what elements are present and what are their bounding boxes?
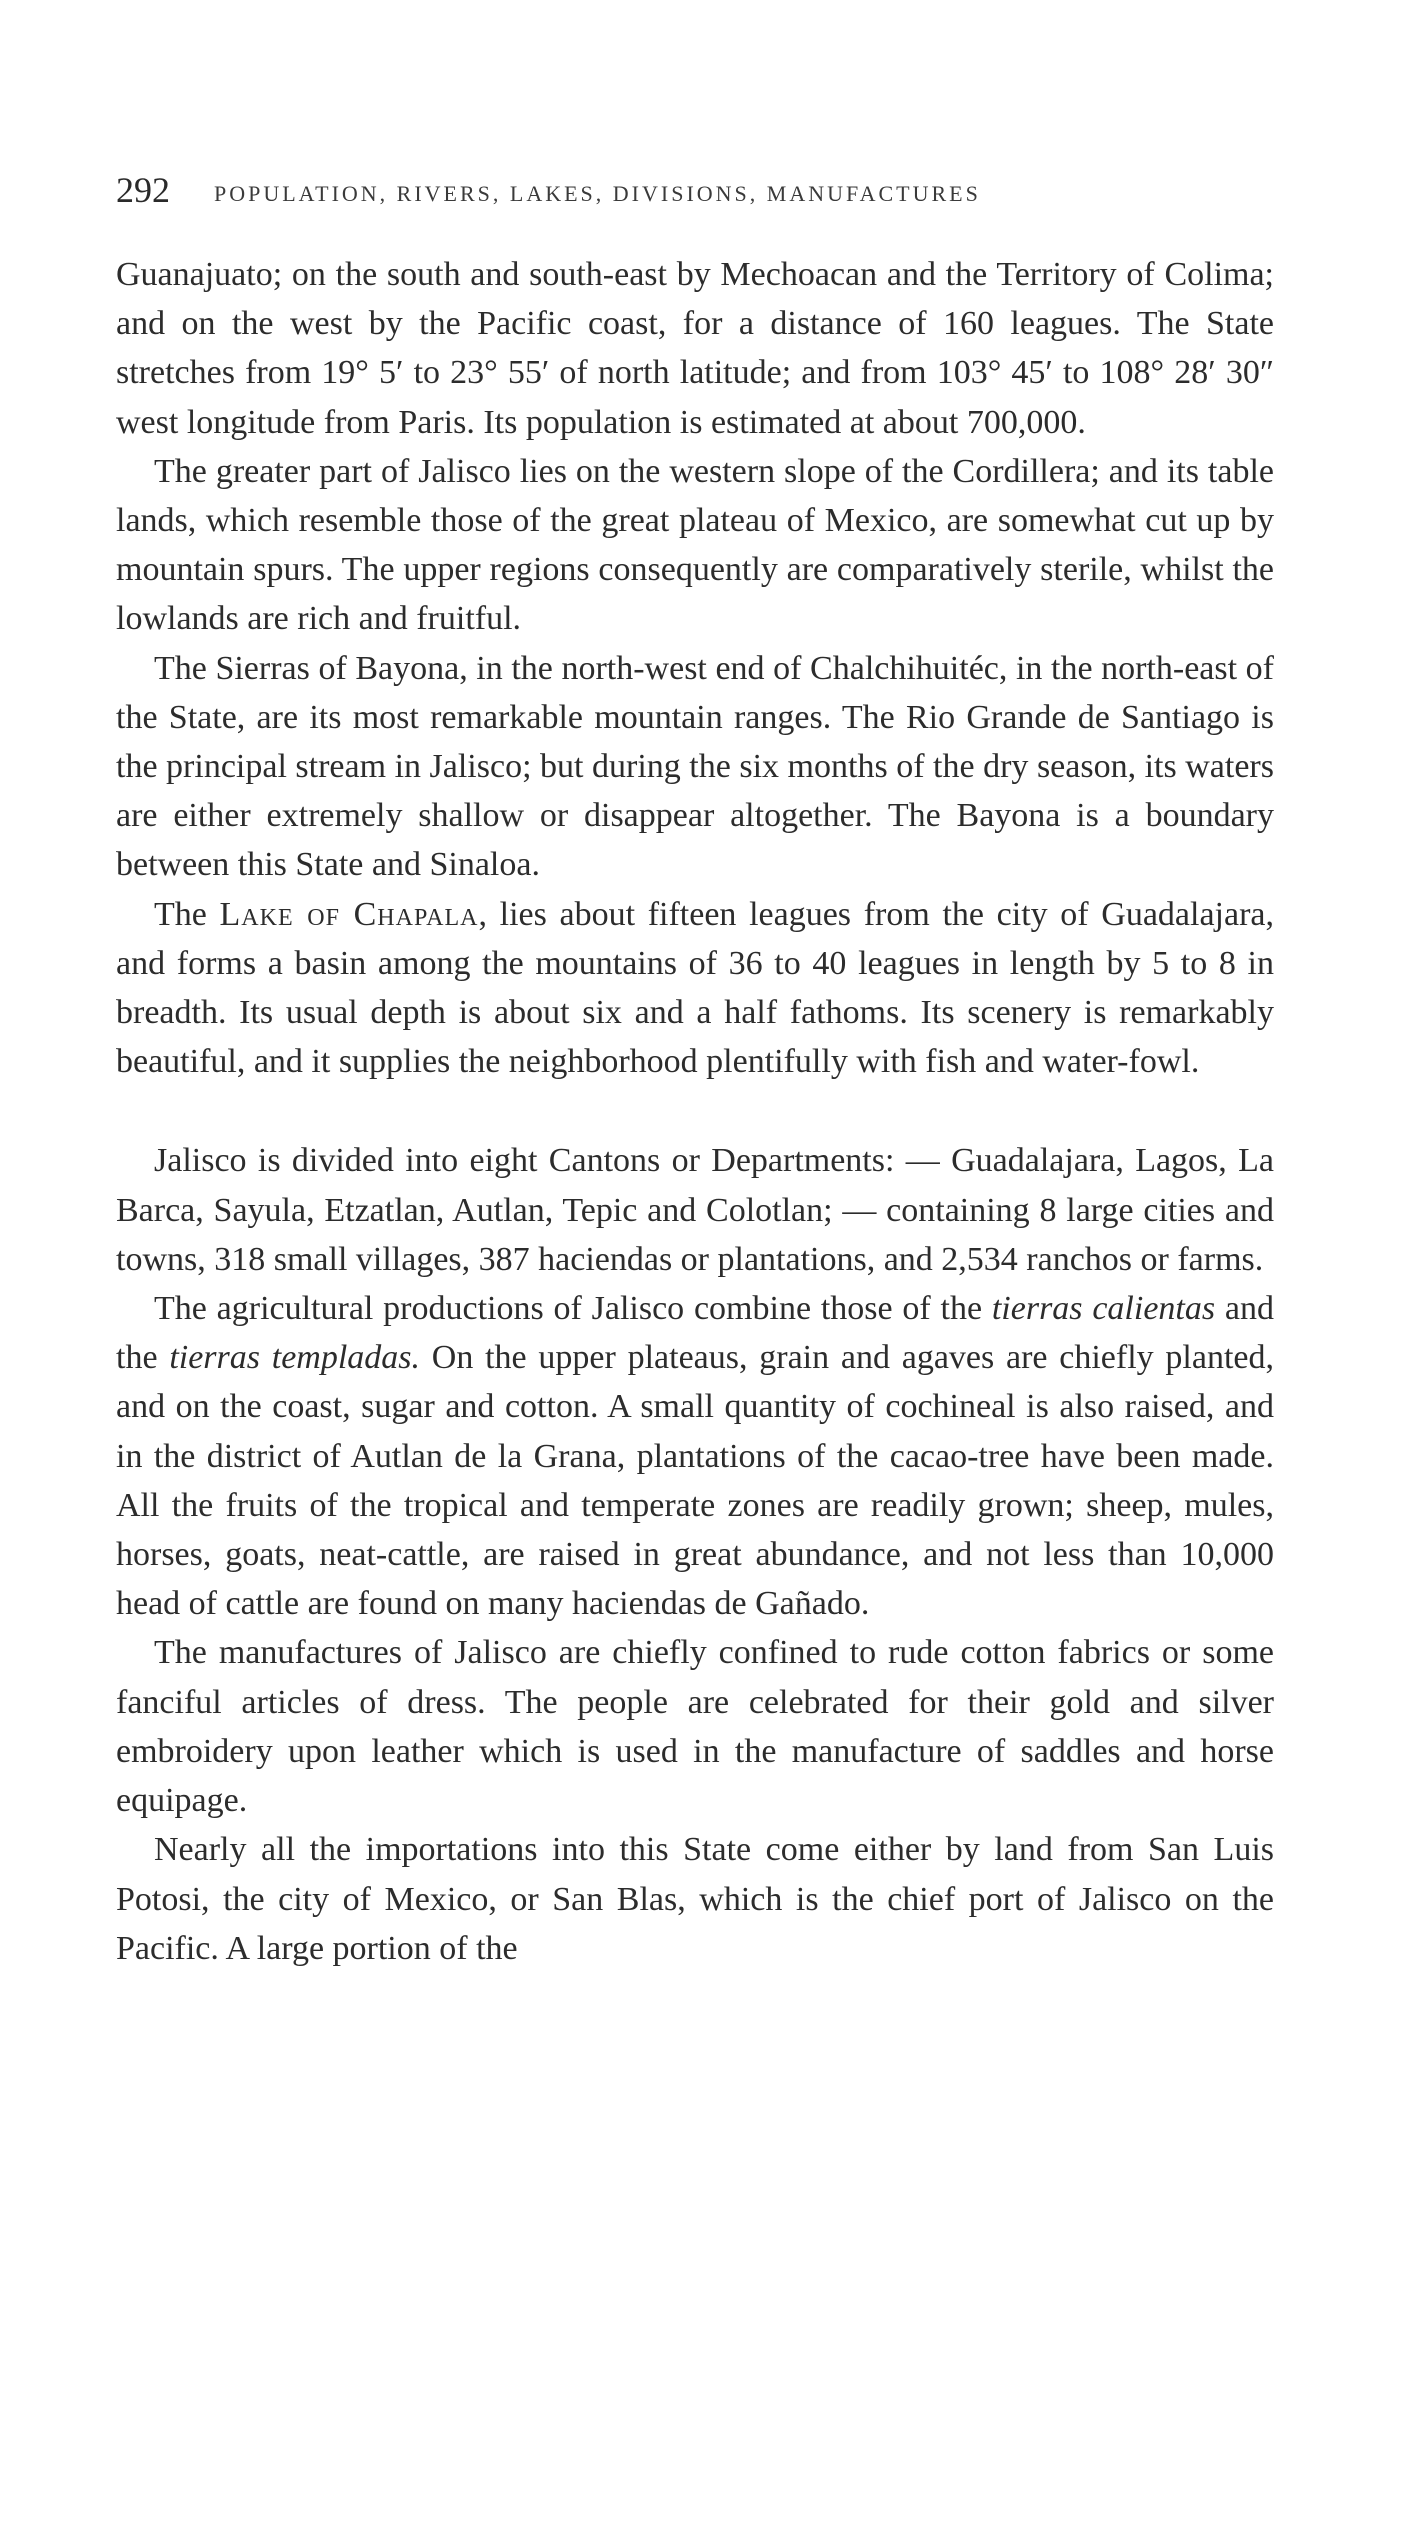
paragraph-table-lands: The greater part of Jalisco lies on the western slope of the Cordillera; and its table lands, which resemble those of the great plateau of Mexico, are somewhat cut up by mountain spurs. The upper regions consequently are comparatively sterile, whilst the lowlands are rich and fruitful. (116, 452, 1274, 638)
agriculture-lead-text: The agricultural productions of Jalisco combine those of the (154, 1290, 992, 1328)
lake-name: Lake of Chapala (219, 895, 479, 933)
section-gap (116, 1086, 1274, 1136)
term-tierras-templadas: tierras templadas. (169, 1339, 421, 1377)
paragraph-state-boundaries: Guanajuato; on the south and south-east by Mechoacan and the Territory of Colima; and on the west by the Pacific coast, for a distance of 160 leagues. The State stretches from 19° 5′ to 23° 55′ of north latitude; and from 103° 45′ to 108° 28′ 30″ west longitude from Paris. Its population is estimated at about 700,000. (116, 256, 1274, 441)
body-text (116, 250, 1274, 1973)
running-head (116, 170, 1276, 220)
page-number: 292 (116, 170, 170, 210)
lake-rest-text: , lies about fifteen leagues from the city of Guadalajara, and forms a basin among the mountains of 36 to 40 leagues in length by 5 to 8 in breadth. Its usual depth is about six and a half fathoms. Its scenery is remarkably beautiful, and it supplies the neighborhood plentifully with fish and water-fowl. (116, 895, 1275, 1081)
paragraph-cantons: Jalisco is divided into eight Cantons or Departments: — Guadalajara, Lagos, La Barca, Sayula, Etzatlan, Autlan, Tepic and Colotlan; — containing 8 large cities and towns, 318 small villages, 387 haciendas or plantations, and 2,534 ranchos or farms. (116, 1142, 1274, 1278)
term-tierras-calientas: tierras calientas (991, 1290, 1216, 1328)
agriculture-rest-text: On the upper plateaus, grain and agaves are chiefly planted, and on the coast, sugar and cotton. A small quantity of cochineal is also raised, and in the district of Autlan de la Grana, plantations of the cacao-tree have been made. All the fruits of the tropical and temperate zones are readily grown; sheep, mules, horses, goats, neat-cattle, are raised in great abundance, and not less than 10,000 head of cattle are found on many haciendas de Gañado. (116, 1339, 1274, 1623)
running-head-title: POPULATION, RIVERS, LAKES, DIVISIONS, MANUFACTURES (214, 181, 981, 206)
paragraph-manufactures: The manufactures of Jalisco are chiefly confined to rude cotton fabrics or some fanciful articles of dress. The people are celebrated for their gold and silver embroidery upon leather which is used in the manufacture of saddles and horse equipage. (116, 1634, 1274, 1820)
paragraph-agriculture (116, 1284, 1274, 1628)
paragraph-lake-chapala (116, 890, 1274, 1087)
paragraph-mountains-rivers: The Sierras of Bayona, in the north-west end of Chalchihuitéc, in the north-east of the State, are its most remarkable mountain ranges. The Rio Grande de Santiago is the principal stream in Jalisco; but during the six months of the dry season, its waters are either extremely shallow or disappear altogether. The Bayona is a boundary between this State and Sinaloa. (116, 649, 1274, 884)
lake-lead-text: The (154, 895, 220, 933)
agriculture-mid-text: and the (116, 1290, 1274, 1377)
paragraph-importations: Nearly all the importations into this State come either by land from San Luis Potosi, the city of Mexico, or San Blas, which is the chief port of Jalisco on the Pacific. A large portion of the (116, 1831, 1274, 1967)
